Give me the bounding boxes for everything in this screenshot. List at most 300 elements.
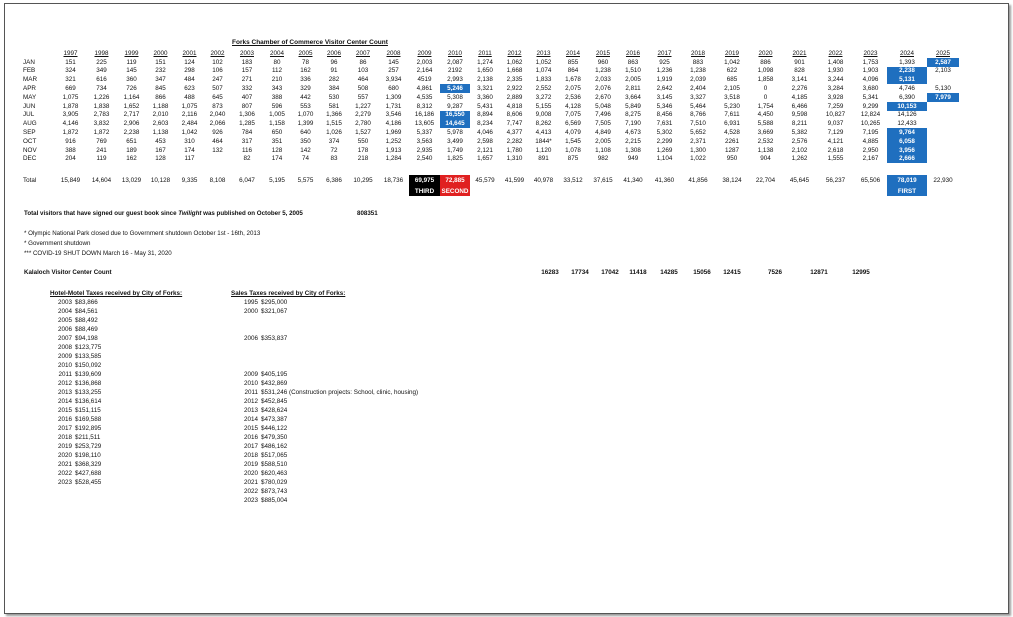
count-cell: 4,046 bbox=[477, 129, 493, 137]
count-cell: 96 bbox=[330, 58, 338, 66]
table-row bbox=[21, 119, 959, 128]
count-cell: 9,008 bbox=[535, 111, 552, 119]
tax-row bbox=[48, 451, 101, 460]
count-cell: 7,505 bbox=[595, 120, 611, 128]
count-cell: 3,832 bbox=[93, 120, 110, 128]
count-cell: 4,528 bbox=[724, 129, 740, 137]
rank-third-badge: THIRD bbox=[409, 186, 440, 196]
year-header: 2001 bbox=[182, 49, 197, 57]
note-line: *** COVID-19 SHUT DOWN March 16 - May 31, 2020 bbox=[24, 250, 172, 257]
count-cell: 86 bbox=[359, 58, 367, 66]
count-cell: 904 bbox=[760, 155, 771, 163]
tax-row bbox=[234, 433, 418, 442]
count-cell: 247 bbox=[212, 76, 223, 84]
count-cell: 4,849 bbox=[595, 129, 611, 137]
count-cell: 407 bbox=[241, 93, 253, 101]
count-cell: 7,611 bbox=[724, 111, 740, 119]
year-header: 1998 bbox=[94, 49, 109, 57]
count-cell: 7,195 bbox=[862, 129, 879, 137]
total-cell: 45,579 bbox=[475, 177, 495, 185]
count-cell: 6,569 bbox=[565, 120, 581, 128]
count-cell bbox=[927, 137, 959, 146]
tax-year: 2007 bbox=[57, 335, 72, 342]
total-cell: 41,856 bbox=[688, 177, 708, 185]
tax-amount: $84,561 bbox=[75, 308, 98, 315]
kalaloch-count: 17734 bbox=[571, 269, 589, 276]
count-cell: 4,861 bbox=[416, 85, 433, 93]
total-cell: 65,506 bbox=[860, 177, 881, 185]
count-cell: 2,906 bbox=[123, 120, 140, 128]
count-cell: 3,284 bbox=[827, 85, 844, 93]
count-cell: 1,026 bbox=[326, 129, 342, 137]
corner-cell bbox=[21, 49, 55, 58]
year-header: 1997 bbox=[63, 49, 78, 57]
count-cell: 2,618 bbox=[827, 146, 844, 154]
tax-row bbox=[48, 352, 101, 361]
count-cell: 162 bbox=[126, 155, 137, 163]
tax-row bbox=[48, 415, 101, 424]
total-cell: 9,335 bbox=[181, 177, 198, 185]
count-cell: 3,518 bbox=[724, 93, 740, 101]
tax-year: 2015 bbox=[243, 425, 258, 432]
tax-amount: $151,115 bbox=[75, 407, 101, 414]
tax-year: 2006 bbox=[57, 326, 72, 333]
count-cell: 128 bbox=[155, 155, 166, 163]
tax-row bbox=[48, 316, 101, 325]
count-cell: 1,252 bbox=[385, 137, 402, 145]
rank-second-badge: SECOND bbox=[441, 187, 469, 195]
tax-year: 2017 bbox=[243, 443, 258, 450]
count-cell: 7,075 bbox=[565, 111, 581, 119]
count-cell: 3,272 bbox=[535, 93, 552, 101]
count-cell: 8,894 bbox=[477, 111, 493, 119]
count-cell: 8,312 bbox=[416, 102, 433, 110]
tax-year: 2009 bbox=[243, 371, 258, 378]
count-cell: 2,276 bbox=[791, 85, 808, 93]
count-cell: 350 bbox=[300, 137, 311, 145]
count-cell: 1,227 bbox=[355, 102, 371, 110]
count-cell: 2,935 bbox=[416, 146, 433, 154]
count-cell: 1,408 bbox=[827, 58, 844, 66]
count-cell: 1,188 bbox=[152, 102, 169, 110]
total-cell: 6,047 bbox=[239, 177, 255, 185]
table-row bbox=[21, 155, 959, 164]
count-cell: 1,042 bbox=[724, 58, 740, 66]
count-cell: 453 bbox=[155, 137, 166, 145]
tax-row bbox=[234, 334, 418, 343]
year-header: 2024 bbox=[899, 49, 914, 57]
tax-amount: $531,246 (Construction projects: School, clinic, housing) bbox=[261, 389, 419, 396]
count-cell: 4,673 bbox=[625, 129, 641, 137]
tax-amount: $139,609 bbox=[75, 371, 102, 378]
count-cell: 2,404 bbox=[690, 85, 706, 93]
count-cell: 347 bbox=[155, 76, 166, 84]
count-cell: 4,185 bbox=[791, 93, 808, 101]
count-cell bbox=[927, 75, 959, 84]
tax-year: 2005 bbox=[57, 317, 72, 324]
guestbook-count: 808351 bbox=[357, 210, 378, 217]
count-cell: 14,126 bbox=[897, 111, 917, 119]
tax-amount: $427,688 bbox=[75, 470, 102, 477]
total-cell: 14,604 bbox=[91, 177, 112, 185]
count-cell: 640 bbox=[300, 129, 311, 137]
month-label: MAR bbox=[23, 76, 37, 84]
count-cell: 550 bbox=[357, 137, 369, 145]
count-cell: 14,645 bbox=[440, 119, 470, 128]
rank-empty-cell bbox=[681, 186, 715, 196]
tax-amount: $479,350 bbox=[261, 434, 288, 441]
tax-year: 2003 bbox=[57, 299, 72, 306]
tax-amount: $528,455 bbox=[75, 479, 102, 486]
count-cell: 2,889 bbox=[506, 93, 523, 101]
tax-row bbox=[234, 424, 418, 433]
tax-amount bbox=[261, 343, 418, 352]
total-cell: 45,645 bbox=[789, 177, 810, 185]
count-cell: 3,145 bbox=[656, 93, 673, 101]
count-cell: 132 bbox=[212, 146, 223, 154]
count-cell: 875 bbox=[567, 155, 579, 163]
count-cell: 4,146 bbox=[62, 120, 79, 128]
count-cell: 1,555 bbox=[827, 155, 844, 163]
rank-empty-cell bbox=[263, 186, 291, 196]
count-cell: 6,466 bbox=[791, 102, 808, 110]
count-cell: 2,598 bbox=[477, 137, 493, 145]
rank-row bbox=[21, 186, 959, 196]
rank-empty-cell bbox=[500, 186, 529, 196]
count-cell: 2,536 bbox=[565, 93, 581, 101]
count-cell: 1,075 bbox=[181, 102, 198, 110]
count-cell: 0 bbox=[763, 93, 768, 101]
count-cell: 16,186 bbox=[414, 111, 435, 119]
count-cell: 8,606 bbox=[506, 111, 523, 119]
kalaloch-count: 16283 bbox=[541, 269, 559, 276]
table-row bbox=[21, 93, 959, 102]
count-cell: 145 bbox=[388, 58, 399, 66]
tax-row bbox=[48, 379, 101, 388]
count-cell: 7,747 bbox=[506, 120, 523, 128]
tax-year: 2006 bbox=[243, 335, 258, 342]
rank-first-badge: FIRST bbox=[887, 186, 927, 196]
table-row bbox=[21, 102, 959, 111]
count-cell: 5,048 bbox=[595, 102, 611, 110]
count-cell: 1,657 bbox=[477, 155, 493, 163]
count-cell: 151 bbox=[155, 58, 166, 66]
count-cell: 7,510 bbox=[690, 120, 706, 128]
count-cell: 351 bbox=[271, 137, 283, 145]
tax-amount bbox=[261, 361, 418, 370]
count-cell: 855 bbox=[567, 58, 579, 66]
rank-empty-cell bbox=[204, 186, 231, 196]
tax-amount: $198,110 bbox=[75, 452, 101, 459]
table-row bbox=[21, 128, 959, 137]
tax-row bbox=[48, 442, 101, 451]
tax-row bbox=[234, 469, 418, 478]
kalaloch-count: 12415 bbox=[723, 269, 741, 276]
tax-row bbox=[48, 343, 101, 352]
tax-year: 2011 bbox=[58, 371, 72, 378]
count-cell: 1,825 bbox=[447, 155, 463, 163]
total-cell: 56,237 bbox=[825, 177, 846, 185]
hotel-tax-heading: Hotel-Motel Taxes received by City of Forks: bbox=[50, 290, 183, 297]
count-cell: 5,464 bbox=[690, 102, 706, 110]
count-cell: 3,934 bbox=[385, 76, 402, 84]
count-cell: 74 bbox=[301, 155, 309, 163]
tax-amount: $321,067 bbox=[261, 308, 288, 315]
tax-row bbox=[234, 361, 418, 370]
count-cell bbox=[927, 102, 959, 111]
count-cell: 3,244 bbox=[827, 76, 844, 84]
count-cell: 1,042 bbox=[181, 129, 198, 137]
count-cell: 324 bbox=[65, 67, 76, 75]
total-cell: 37,615 bbox=[593, 177, 613, 185]
count-cell: 2,215 bbox=[625, 137, 641, 145]
rank-empty-cell bbox=[320, 186, 348, 196]
tax-amount: $432,869 bbox=[261, 380, 288, 387]
count-cell: 4,746 bbox=[899, 85, 915, 93]
total-cell: 33,512 bbox=[563, 177, 583, 185]
rank-empty-cell bbox=[146, 186, 175, 196]
month-label: AUG bbox=[23, 120, 37, 128]
count-cell: 1,780 bbox=[506, 146, 523, 154]
count-cell: 1,668 bbox=[506, 67, 523, 75]
tax-row bbox=[234, 487, 418, 496]
tax-amount: $428,624 bbox=[261, 407, 288, 414]
count-cell: 623 bbox=[184, 85, 195, 93]
kalaloch-label: Kalaloch Visitor Center Count bbox=[24, 269, 112, 276]
count-cell: 863 bbox=[627, 58, 639, 66]
count-cell: 2,238 bbox=[887, 67, 927, 76]
count-cell: 2,335 bbox=[506, 76, 523, 84]
count-cell: 103 bbox=[357, 67, 369, 75]
tax-amount: $88,469 bbox=[75, 326, 98, 333]
count-cell: 1,022 bbox=[690, 155, 706, 163]
count-cell: 9,287 bbox=[447, 102, 463, 110]
count-cell: 282 bbox=[328, 76, 340, 84]
count-cell: 1,754 bbox=[757, 102, 774, 110]
total-cell: 5,575 bbox=[297, 177, 314, 185]
count-cell: 8,211 bbox=[791, 120, 808, 128]
rank-empty-cell bbox=[817, 186, 854, 196]
count-cell: 83 bbox=[330, 155, 338, 163]
count-cell: 1,226 bbox=[93, 93, 110, 101]
year-header: 2017 bbox=[657, 49, 672, 57]
year-header: 2004 bbox=[269, 49, 284, 57]
count-cell: 596 bbox=[271, 102, 283, 110]
count-cell: 508 bbox=[357, 85, 369, 93]
count-cell: 72 bbox=[330, 146, 338, 154]
count-cell: 2,576 bbox=[791, 137, 808, 145]
tax-row bbox=[48, 298, 101, 307]
count-cell: 7,631 bbox=[656, 120, 673, 128]
count-cell: 769 bbox=[96, 137, 107, 145]
count-cell: 10,827 bbox=[825, 111, 846, 119]
count-cell: 5,337 bbox=[416, 129, 433, 137]
count-cell: 1,285 bbox=[239, 120, 255, 128]
count-cell: 2,780 bbox=[355, 120, 371, 128]
count-cell: 12,433 bbox=[897, 120, 917, 128]
rank-empty-cell bbox=[927, 186, 959, 196]
count-cell: 5,652 bbox=[690, 129, 706, 137]
count-cell: 7,496 bbox=[595, 111, 611, 119]
tax-amount: $169,588 bbox=[75, 416, 102, 423]
tax-year bbox=[234, 316, 261, 325]
count-cell: 2,532 bbox=[757, 137, 774, 145]
count-cell: 4,885 bbox=[862, 137, 879, 145]
count-cell: 1,872 bbox=[62, 129, 79, 137]
count-cell: 2,670 bbox=[595, 93, 611, 101]
count-cell: 2,138 bbox=[477, 76, 493, 84]
count-cell: 128 bbox=[271, 146, 283, 154]
count-cell: 7,190 bbox=[625, 120, 641, 128]
count-cell: 5,130 bbox=[935, 85, 951, 93]
count-cell: 530 bbox=[328, 93, 340, 101]
year-header: 2010 bbox=[447, 49, 462, 57]
count-cell: 4519 bbox=[417, 76, 432, 84]
tax-year: 2020 bbox=[243, 470, 258, 477]
count-cell: 1,005 bbox=[269, 111, 285, 119]
count-cell: 167 bbox=[155, 146, 166, 154]
count-cell: 1,236 bbox=[656, 67, 673, 75]
tax-year: 2004 bbox=[57, 308, 72, 315]
year-header: 2008 bbox=[386, 49, 401, 57]
count-cell: 3,563 bbox=[416, 137, 433, 145]
count-cell: 0 bbox=[763, 85, 768, 93]
note-line: * Government shutdown bbox=[24, 240, 91, 247]
count-cell: 651 bbox=[126, 137, 137, 145]
count-cell: 2,540 bbox=[416, 155, 433, 163]
count-cell: 4,413 bbox=[535, 129, 552, 137]
tax-row bbox=[48, 334, 101, 343]
count-cell: 484 bbox=[184, 76, 195, 84]
count-cell: 873 bbox=[212, 102, 223, 110]
year-header: 2002 bbox=[210, 49, 225, 57]
tax-row bbox=[48, 370, 101, 379]
year-header: 2018 bbox=[690, 49, 705, 57]
total-cell: 41,340 bbox=[623, 177, 643, 185]
rank-empty-cell bbox=[231, 186, 263, 196]
count-cell: 5,302 bbox=[656, 129, 673, 137]
count-cell: 5,382 bbox=[791, 129, 808, 137]
count-cell: 349 bbox=[96, 67, 107, 75]
count-cell: 3,928 bbox=[827, 93, 844, 101]
kalaloch-count: 7526 bbox=[767, 269, 782, 276]
count-cell: 1,308 bbox=[625, 146, 641, 154]
month-label: OCT bbox=[23, 137, 37, 145]
tax-amount: $452,845 bbox=[261, 398, 288, 405]
count-cell: 926 bbox=[212, 129, 223, 137]
month-label: APR bbox=[23, 85, 36, 93]
count-cell: 845 bbox=[155, 85, 166, 93]
count-cell: 1,872 bbox=[93, 129, 110, 137]
count-cell: 374 bbox=[328, 137, 340, 145]
year-header: 2007 bbox=[355, 49, 370, 57]
count-cell: 581 bbox=[328, 102, 340, 110]
count-cell: 91 bbox=[330, 67, 338, 75]
total-cell: 72,885 bbox=[440, 175, 470, 186]
count-cell: 2,783 bbox=[93, 111, 110, 119]
kalaloch-count: 14285 bbox=[660, 269, 678, 276]
total-cell: 18,736 bbox=[383, 177, 404, 185]
count-cell: 2,717 bbox=[123, 111, 140, 119]
count-cell: 10,153 bbox=[887, 102, 927, 111]
kalaloch-count: 17042 bbox=[601, 269, 619, 276]
count-cell: 2,003 bbox=[416, 58, 433, 66]
count-cell: 950 bbox=[726, 155, 738, 163]
rank-empty-cell bbox=[782, 186, 817, 196]
count-cell: 4,186 bbox=[385, 120, 402, 128]
year-header: 2013 bbox=[536, 49, 551, 57]
tax-amount: $517,065 bbox=[261, 452, 288, 459]
count-cell bbox=[927, 146, 959, 155]
sales-tax-heading: Sales Taxes received by City of Forks: bbox=[231, 290, 346, 297]
count-cell: 3,546 bbox=[385, 111, 402, 119]
count-cell: 949 bbox=[627, 155, 639, 163]
count-cell: 9,598 bbox=[791, 111, 808, 119]
tax-year: 2000 bbox=[243, 308, 258, 315]
tax-row bbox=[48, 469, 101, 478]
count-cell: 726 bbox=[126, 85, 137, 93]
rank-empty-cell bbox=[749, 186, 782, 196]
count-cell: 5,230 bbox=[724, 102, 740, 110]
count-cell: 2,116 bbox=[181, 111, 198, 119]
rank-empty-cell bbox=[529, 186, 558, 196]
tax-amount: $620,463 bbox=[261, 470, 288, 477]
count-cell: 2,040 bbox=[209, 111, 226, 119]
total-label: Total bbox=[23, 177, 37, 185]
total-cell: 69,975 bbox=[409, 175, 440, 186]
count-cell: 1,158 bbox=[269, 120, 285, 128]
count-cell: 1,913 bbox=[385, 146, 402, 154]
count-cell: 329 bbox=[300, 85, 311, 93]
count-cell: 1,108 bbox=[595, 146, 611, 154]
count-cell: 232 bbox=[155, 67, 166, 75]
count-cell: 1,753 bbox=[862, 58, 879, 66]
count-cell: 1,262 bbox=[791, 155, 808, 163]
count-cell: 1,399 bbox=[297, 120, 314, 128]
count-cell: 4,377 bbox=[506, 129, 523, 137]
count-cell: 2,299 bbox=[656, 137, 673, 145]
count-cell: 210 bbox=[271, 76, 283, 84]
count-cell: 2,993 bbox=[447, 76, 463, 84]
count-cell: 119 bbox=[96, 155, 107, 163]
count-cell: 3,499 bbox=[447, 137, 463, 145]
tax-year bbox=[234, 325, 261, 334]
count-cell: 1,366 bbox=[326, 111, 342, 119]
count-cell: 388 bbox=[271, 93, 283, 101]
tax-amount: $295,000 bbox=[261, 299, 288, 306]
kalaloch-count: 15056 bbox=[693, 269, 711, 276]
count-cell: 360 bbox=[126, 76, 137, 84]
total-cell: 41,599 bbox=[504, 177, 525, 185]
count-cell: 388 bbox=[65, 146, 76, 154]
count-cell: 271 bbox=[241, 76, 253, 84]
count-cell: 7,259 bbox=[827, 102, 844, 110]
count-cell: 204 bbox=[65, 155, 76, 163]
tax-year: 2019 bbox=[57, 443, 72, 450]
count-cell: 119 bbox=[126, 58, 137, 66]
count-cell: 1,075 bbox=[62, 93, 79, 101]
table-row bbox=[21, 137, 959, 146]
count-cell: 117 bbox=[184, 155, 195, 163]
year-header: 2020 bbox=[758, 49, 773, 57]
count-cell: 2,950 bbox=[862, 146, 879, 154]
count-cell: 12,824 bbox=[860, 111, 881, 119]
count-cell: 384 bbox=[328, 85, 340, 93]
tax-year: 2008 bbox=[57, 344, 72, 351]
kalaloch-count: 11418 bbox=[629, 269, 647, 276]
count-cell: 5,155 bbox=[535, 102, 552, 110]
count-cell: 2,167 bbox=[862, 155, 879, 163]
